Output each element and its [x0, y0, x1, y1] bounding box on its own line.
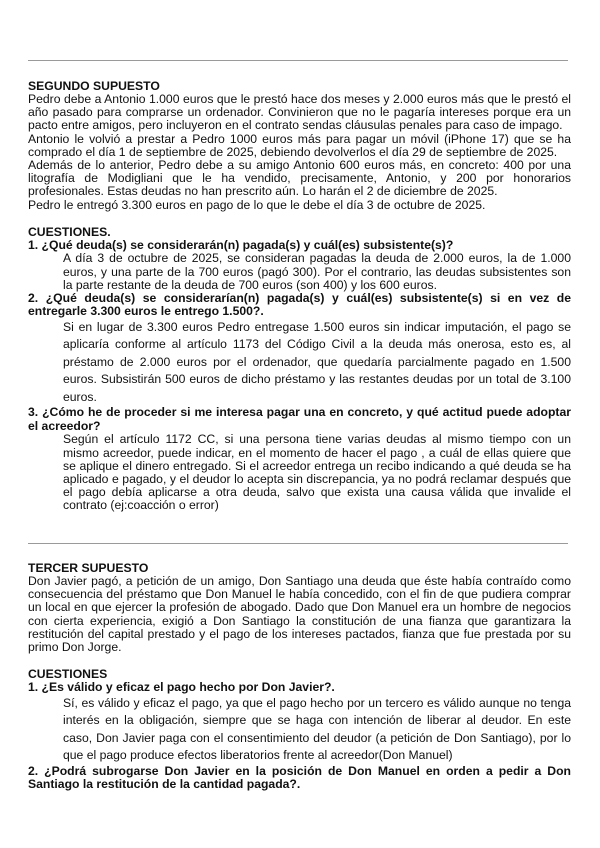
question: 1. ¿Qué deuda(s) se considerarán(n) pagada(s) y cuál(es) subsistente(s)?: [28, 237, 454, 252]
case-paragraph: Antonio le volvió a prestar a Pedro 1000 euros más para pagar un móvil (iPhone 17) que se ha comprado el día 1 de septiembre de 2025, debiendo devolverlos el día 29 de septiembre de 2025.: [28, 131, 571, 159]
question: 3. ¿Cómo he de proceder si me interesa pagar una en concreto, y qué actitud puede adoptar el acreedor?: [28, 405, 571, 433]
section-title: TERCER SUPUESTO: [28, 561, 149, 575]
answer: Si en lugar de 3.300 euros Pedro entregase 1.500 euros sin indicar imputación, el pago se aplicaría conforme al artículo 1173 del Código Civil a la deuda más onerosa, esto es, al préstamo de 2.000 euros por el ordenador, que quedaría parcialmente pagado en 1.500 euros. Subsistirán 500 euros de dicho préstamo y las restantes deudas por un total de 3.100 euros.: [63, 319, 571, 404]
segundo-supuesto-section: [28, 79, 571, 513]
answer: Sí, es válido y eficaz el pago, ya que el pago hecho por un tercero es válido aunque no tenga interés en la obligación, siempre que se haga con intención de liberar al deudor. En este caso, Don Javier paga con el consentimiento del deudor (a petición de Don Santiago), por lo que el pago produce efectos liberatorios frente al acreedor(Don Manuel): [63, 695, 571, 763]
answer: A día 3 de octubre de 2025, se consideran pagadas la deuda de 2.000 euros, la de 1.000 euros, y una parte de la 700 euros (pagó 300). Por el contrario, las deudas subsistentes son la parte restante de la deuda de 700 euros (son 400) y los 600 euros.: [63, 251, 571, 292]
case-paragraph: Pedro debe a Antonio 1.000 euros que le prestó hace dos meses y 2.000 euros más que le prestó el año pasado para comprarse un ordenador. Convinieron que no le pagaría intereses porque era un pacto entre amigos, pero incluyeron en el contrato sendas cláusulas penales para caso de impago.: [28, 92, 571, 133]
cuestiones-heading: CUESTIONES.: [28, 224, 111, 239]
question: 1. ¿Es válido y eficaz el pago hecho por Don Javier?.: [28, 680, 335, 695]
tercer-supuesto-section: [28, 561, 571, 792]
question: 2. ¿Podrá subrogarse Don Javier en la posición de Don Manuel en orden a pedir a Don Santiago la restitución de la cantidad pagada?.: [28, 763, 571, 792]
question: 2. ¿Qué deuda(s) se considerarían(n) pagada(s) y cuál(es) subsistente(s) si en vez de entregarle 3.300 euros le entrego 1.500?.: [28, 290, 571, 319]
top-divider: [28, 60, 568, 61]
case-paragraph: Don Javier pagó, a petición de un amigo, Don Santiago una deuda que éste había contraído como consecuencia del préstamo que Don Manuel le había concedido, con el fin de que pudiera comprar un local en que ejercer la profesión de abogado. Dado que Don Manuel era un hombre de negocios con cierta experiencia, exigió a Don Santiago la constitución de una fianza que garantizara la restitución del capital prestado y el pago de los intereses pactados, fianza que fue prestada por su primo Don Jorge.: [28, 574, 571, 655]
case-paragraph: Pedro le entregó 3.300 euros en pago de lo que le debe el día 3 de octubre de 2025.: [28, 197, 486, 212]
cuestiones-heading: CUESTIONES: [28, 667, 108, 682]
section-title: SEGUNDO SUPUESTO: [28, 79, 160, 93]
case-paragraph: Además de lo anterior, Pedro debe a su amigo Antonio 600 euros más, en concreto: 400 por una litografía de Modigliani que le ha vendido, precisamente, Antonio, y 200 por honorarios profesionales. Estas deudas no han prescrito aún. Lo harán el 2 de diciembre de 2025.: [28, 158, 571, 199]
middle-divider: [28, 543, 568, 544]
answer: Según el artículo 1172 CC, si una persona tiene varias deudas al mismo tiempo con un mismo acreedor, puede indicar, en el momento de hacer el pago , a cuál de ellas quiere que se aplique el dinero entregado. Si el acreedor entrega un recibo indicando a qué deuda se ha aplicado e pagado, y el deudor lo acepta sin discrepancia, ya no podrá reclamar después que el pago debía aplicarse a otra deuda, salvo que exista una causa válida que invalide el contrato (ej:coacción o error): [63, 432, 571, 513]
